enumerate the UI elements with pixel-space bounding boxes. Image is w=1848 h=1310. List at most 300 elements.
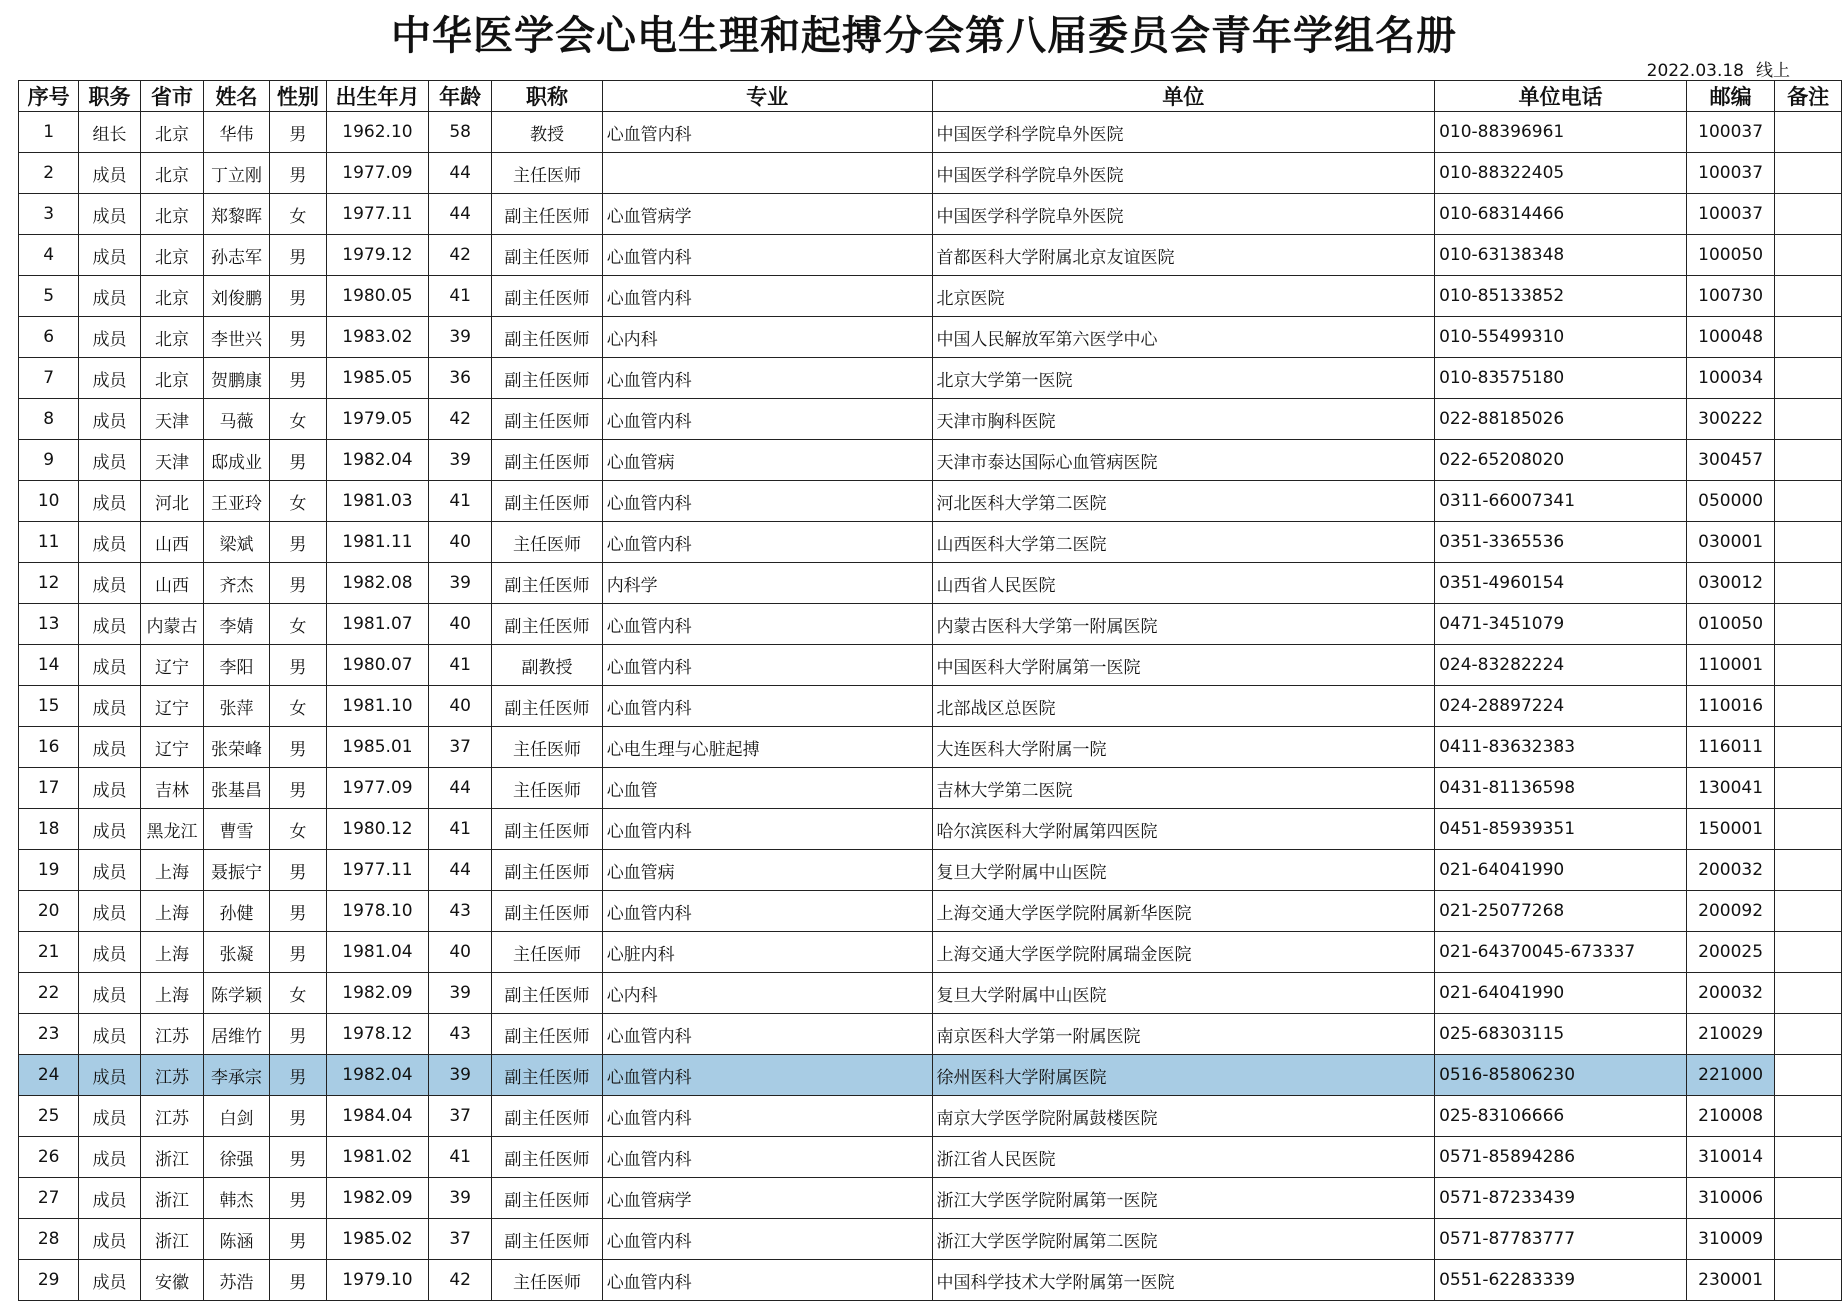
cell-title[interactable]: 主任医师 — [492, 522, 602, 563]
cell-role[interactable]: 成员 — [79, 1219, 140, 1260]
cell-role[interactable]: 成员 — [79, 194, 140, 235]
cell-birth[interactable]: 1982.04 — [326, 440, 428, 481]
table-row[interactable] — [19, 645, 1842, 686]
cell-title[interactable]: 主任医师 — [492, 932, 602, 973]
cell-specialty[interactable]: 心内科 — [602, 973, 932, 1014]
cell-title[interactable]: 副主任医师 — [492, 809, 602, 850]
cell-unit[interactable]: 山西省人民医院 — [932, 563, 1435, 604]
cell-phone[interactable]: 021-25077268 — [1435, 891, 1687, 932]
cell-role[interactable]: 成员 — [79, 235, 140, 276]
cell-postcode[interactable]: 030001 — [1686, 522, 1774, 563]
cell-name[interactable]: 王亚玲 — [204, 481, 270, 522]
cell-postcode[interactable]: 200032 — [1686, 973, 1774, 1014]
cell-unit[interactable]: 河北医科大学第二医院 — [932, 481, 1435, 522]
cell-birth[interactable]: 1980.07 — [326, 645, 428, 686]
cell-unit[interactable]: 徐州医科大学附属医院 — [932, 1055, 1435, 1096]
cell-postcode[interactable]: 100037 — [1686, 153, 1774, 194]
cell-specialty[interactable]: 心血管内科 — [602, 235, 932, 276]
cell-specialty[interactable]: 心血管内科 — [602, 1014, 932, 1055]
cell-note[interactable] — [1775, 194, 1842, 235]
cell-postcode[interactable]: 100037 — [1686, 194, 1774, 235]
cell-note[interactable] — [1775, 1055, 1842, 1096]
cell-role[interactable]: 成员 — [79, 809, 140, 850]
cell-title[interactable]: 主任医师 — [492, 1260, 602, 1301]
cell-name[interactable]: 张凝 — [204, 932, 270, 973]
cell-name[interactable]: 华伟 — [204, 112, 270, 153]
cell-unit[interactable]: 内蒙古医科大学第一附属医院 — [932, 604, 1435, 645]
cell-title[interactable]: 副主任医师 — [492, 1219, 602, 1260]
cell-note[interactable] — [1775, 522, 1842, 563]
cell-age[interactable]: 39 — [428, 440, 491, 481]
cell-note[interactable] — [1775, 604, 1842, 645]
cell-age[interactable]: 37 — [428, 1096, 491, 1137]
cell-postcode[interactable]: 050000 — [1686, 481, 1774, 522]
cell-index[interactable]: 8 — [19, 399, 79, 440]
cell-specialty[interactable]: 心血管内科 — [602, 112, 932, 153]
cell-gender[interactable]: 男 — [269, 1260, 326, 1301]
cell-postcode[interactable]: 150001 — [1686, 809, 1774, 850]
cell-birth[interactable]: 1978.10 — [326, 891, 428, 932]
cell-index[interactable]: 28 — [19, 1219, 79, 1260]
table-row[interactable] — [19, 768, 1842, 809]
cell-age[interactable]: 44 — [428, 768, 491, 809]
cell-province[interactable]: 上海 — [140, 850, 203, 891]
cell-postcode[interactable]: 310006 — [1686, 1178, 1774, 1219]
cell-name[interactable]: 苏浩 — [204, 1260, 270, 1301]
cell-name[interactable]: 居维竹 — [204, 1014, 270, 1055]
cell-index[interactable]: 7 — [19, 358, 79, 399]
cell-postcode[interactable]: 030012 — [1686, 563, 1774, 604]
cell-title[interactable]: 副主任医师 — [492, 973, 602, 1014]
cell-age[interactable]: 37 — [428, 1219, 491, 1260]
cell-gender[interactable]: 女 — [269, 809, 326, 850]
cell-role[interactable]: 成员 — [79, 1014, 140, 1055]
table-row[interactable] — [19, 973, 1842, 1014]
cell-name[interactable]: 陈学颖 — [204, 973, 270, 1014]
cell-role[interactable]: 成员 — [79, 1178, 140, 1219]
cell-title[interactable]: 副主任医师 — [492, 1137, 602, 1178]
cell-province[interactable]: 上海 — [140, 891, 203, 932]
cell-specialty[interactable]: 心血管内科 — [602, 1219, 932, 1260]
cell-unit[interactable]: 天津市胸科医院 — [932, 399, 1435, 440]
cell-gender[interactable]: 女 — [269, 481, 326, 522]
cell-name[interactable]: 张萍 — [204, 686, 270, 727]
table-row[interactable] — [19, 932, 1842, 973]
cell-specialty[interactable]: 心血管病 — [602, 440, 932, 481]
cell-province[interactable]: 北京 — [140, 235, 203, 276]
cell-postcode[interactable]: 100048 — [1686, 317, 1774, 358]
cell-province[interactable]: 天津 — [140, 440, 203, 481]
cell-specialty[interactable]: 心血管内科 — [602, 809, 932, 850]
cell-title[interactable]: 副主任医师 — [492, 358, 602, 399]
cell-phone[interactable]: 010-68314466 — [1435, 194, 1687, 235]
cell-specialty[interactable]: 心血管 — [602, 768, 932, 809]
cell-province[interactable]: 浙江 — [140, 1178, 203, 1219]
cell-note[interactable] — [1775, 317, 1842, 358]
cell-birth[interactable]: 1980.05 — [326, 276, 428, 317]
cell-index[interactable]: 19 — [19, 850, 79, 891]
cell-birth[interactable]: 1977.11 — [326, 850, 428, 891]
cell-specialty[interactable]: 心血管内科 — [602, 358, 932, 399]
cell-phone[interactable]: 0311-66007341 — [1435, 481, 1687, 522]
cell-title[interactable]: 副主任医师 — [492, 440, 602, 481]
cell-postcode[interactable]: 100730 — [1686, 276, 1774, 317]
cell-title[interactable]: 主任医师 — [492, 727, 602, 768]
cell-unit[interactable]: 浙江大学医学院附属第一医院 — [932, 1178, 1435, 1219]
cell-gender[interactable]: 女 — [269, 686, 326, 727]
cell-index[interactable]: 4 — [19, 235, 79, 276]
table-row[interactable] — [19, 440, 1842, 481]
cell-province[interactable]: 辽宁 — [140, 686, 203, 727]
cell-gender[interactable]: 男 — [269, 850, 326, 891]
cell-name[interactable]: 徐强 — [204, 1137, 270, 1178]
table-row[interactable] — [19, 1055, 1842, 1096]
table-row[interactable] — [19, 235, 1842, 276]
cell-name[interactable]: 刘俊鹏 — [204, 276, 270, 317]
cell-title[interactable]: 副主任医师 — [492, 1096, 602, 1137]
cell-unit[interactable]: 浙江省人民医院 — [932, 1137, 1435, 1178]
cell-postcode[interactable]: 210008 — [1686, 1096, 1774, 1137]
cell-note[interactable] — [1775, 1096, 1842, 1137]
cell-unit[interactable]: 上海交通大学医学院附属新华医院 — [932, 891, 1435, 932]
cell-note[interactable] — [1775, 686, 1842, 727]
cell-age[interactable]: 40 — [428, 604, 491, 645]
cell-note[interactable] — [1775, 440, 1842, 481]
cell-birth[interactable]: 1985.01 — [326, 727, 428, 768]
cell-phone[interactable]: 021-64370045-673337 — [1435, 932, 1687, 973]
cell-role[interactable]: 成员 — [79, 727, 140, 768]
cell-gender[interactable]: 男 — [269, 276, 326, 317]
cell-age[interactable]: 41 — [428, 276, 491, 317]
cell-note[interactable] — [1775, 235, 1842, 276]
cell-gender[interactable]: 男 — [269, 235, 326, 276]
cell-phone[interactable]: 010-85133852 — [1435, 276, 1687, 317]
cell-name[interactable]: 郑黎晖 — [204, 194, 270, 235]
cell-title[interactable]: 主任医师 — [492, 153, 602, 194]
cell-age[interactable]: 43 — [428, 891, 491, 932]
table-row[interactable] — [19, 481, 1842, 522]
cell-province[interactable]: 吉林 — [140, 768, 203, 809]
cell-name[interactable]: 李婧 — [204, 604, 270, 645]
cell-role[interactable]: 成员 — [79, 604, 140, 645]
table-row[interactable] — [19, 1219, 1842, 1260]
cell-gender[interactable]: 女 — [269, 194, 326, 235]
cell-birth[interactable]: 1980.12 — [326, 809, 428, 850]
table-row[interactable] — [19, 522, 1842, 563]
cell-unit[interactable]: 哈尔滨医科大学附属第四医院 — [932, 809, 1435, 850]
cell-gender[interactable]: 女 — [269, 604, 326, 645]
cell-note[interactable] — [1775, 399, 1842, 440]
cell-postcode[interactable]: 200092 — [1686, 891, 1774, 932]
cell-specialty[interactable]: 心血管病 — [602, 850, 932, 891]
cell-birth[interactable]: 1981.07 — [326, 604, 428, 645]
cell-unit[interactable]: 大连医科大学附属一院 — [932, 727, 1435, 768]
cell-name[interactable]: 贺鹏康 — [204, 358, 270, 399]
cell-name[interactable]: 李承宗 — [204, 1055, 270, 1096]
cell-postcode[interactable]: 310014 — [1686, 1137, 1774, 1178]
cell-note[interactable] — [1775, 768, 1842, 809]
cell-postcode[interactable]: 010050 — [1686, 604, 1774, 645]
cell-phone[interactable]: 0411-83632383 — [1435, 727, 1687, 768]
table-row[interactable] — [19, 1096, 1842, 1137]
cell-province[interactable]: 江苏 — [140, 1055, 203, 1096]
cell-gender[interactable]: 女 — [269, 399, 326, 440]
cell-province[interactable]: 北京 — [140, 358, 203, 399]
cell-role[interactable]: 成员 — [79, 768, 140, 809]
cell-specialty[interactable]: 心电生理与心脏起搏 — [602, 727, 932, 768]
cell-role[interactable]: 成员 — [79, 1137, 140, 1178]
cell-unit[interactable]: 中国人民解放军第六医学中心 — [932, 317, 1435, 358]
cell-index[interactable]: 23 — [19, 1014, 79, 1055]
cell-gender[interactable]: 男 — [269, 932, 326, 973]
cell-name[interactable]: 曹雪 — [204, 809, 270, 850]
cell-province[interactable]: 北京 — [140, 112, 203, 153]
cell-specialty[interactable]: 心血管内科 — [602, 276, 932, 317]
cell-role[interactable]: 成员 — [79, 850, 140, 891]
cell-index[interactable]: 20 — [19, 891, 79, 932]
cell-role[interactable]: 成员 — [79, 153, 140, 194]
cell-title[interactable]: 副主任医师 — [492, 686, 602, 727]
cell-birth[interactable]: 1981.02 — [326, 1137, 428, 1178]
cell-title[interactable]: 副主任医师 — [492, 1178, 602, 1219]
cell-gender[interactable]: 男 — [269, 1137, 326, 1178]
cell-gender[interactable]: 男 — [269, 112, 326, 153]
cell-province[interactable]: 安徽 — [140, 1260, 203, 1301]
cell-postcode[interactable]: 100034 — [1686, 358, 1774, 399]
cell-postcode[interactable]: 300457 — [1686, 440, 1774, 481]
cell-birth[interactable]: 1962.10 — [326, 112, 428, 153]
cell-province[interactable]: 内蒙古 — [140, 604, 203, 645]
cell-province[interactable]: 上海 — [140, 932, 203, 973]
cell-phone[interactable]: 024-28897224 — [1435, 686, 1687, 727]
cell-role[interactable]: 成员 — [79, 1055, 140, 1096]
cell-age[interactable]: 43 — [428, 1014, 491, 1055]
cell-unit[interactable]: 浙江大学医学院附属第二医院 — [932, 1219, 1435, 1260]
cell-postcode[interactable]: 110001 — [1686, 645, 1774, 686]
cell-index[interactable]: 6 — [19, 317, 79, 358]
cell-province[interactable]: 浙江 — [140, 1219, 203, 1260]
cell-age[interactable]: 40 — [428, 932, 491, 973]
cell-age[interactable]: 37 — [428, 727, 491, 768]
cell-birth[interactable]: 1982.09 — [326, 973, 428, 1014]
cell-gender[interactable]: 男 — [269, 727, 326, 768]
cell-phone[interactable]: 010-83575180 — [1435, 358, 1687, 399]
table-row[interactable] — [19, 563, 1842, 604]
cell-role[interactable]: 成员 — [79, 563, 140, 604]
table-row[interactable] — [19, 1178, 1842, 1219]
cell-specialty[interactable]: 内科学 — [602, 563, 932, 604]
cell-birth[interactable]: 1979.12 — [326, 235, 428, 276]
cell-birth[interactable]: 1981.04 — [326, 932, 428, 973]
cell-unit[interactable]: 南京大学医学院附属鼓楼医院 — [932, 1096, 1435, 1137]
cell-birth[interactable]: 1981.03 — [326, 481, 428, 522]
cell-birth[interactable]: 1982.09 — [326, 1178, 428, 1219]
cell-note[interactable] — [1775, 481, 1842, 522]
cell-specialty[interactable]: 心血管内科 — [602, 645, 932, 686]
cell-role[interactable]: 成员 — [79, 1096, 140, 1137]
cell-index[interactable]: 13 — [19, 604, 79, 645]
cell-name[interactable]: 韩杰 — [204, 1178, 270, 1219]
cell-specialty[interactable] — [602, 153, 932, 194]
table-row[interactable] — [19, 317, 1842, 358]
cell-phone[interactable]: 010-88322405 — [1435, 153, 1687, 194]
cell-gender[interactable]: 男 — [269, 317, 326, 358]
cell-name[interactable]: 马薇 — [204, 399, 270, 440]
cell-gender[interactable]: 男 — [269, 768, 326, 809]
cell-name[interactable]: 李阳 — [204, 645, 270, 686]
table-row[interactable] — [19, 727, 1842, 768]
cell-age[interactable]: 42 — [428, 235, 491, 276]
cell-province[interactable]: 北京 — [140, 194, 203, 235]
cell-name[interactable]: 李世兴 — [204, 317, 270, 358]
cell-role[interactable]: 成员 — [79, 645, 140, 686]
cell-title[interactable]: 副主任医师 — [492, 317, 602, 358]
cell-province[interactable]: 江苏 — [140, 1014, 203, 1055]
cell-role[interactable]: 成员 — [79, 686, 140, 727]
cell-unit[interactable]: 北部战区总医院 — [932, 686, 1435, 727]
cell-age[interactable]: 42 — [428, 1260, 491, 1301]
cell-title[interactable]: 副主任医师 — [492, 276, 602, 317]
cell-gender[interactable]: 男 — [269, 1055, 326, 1096]
cell-title[interactable]: 副主任医师 — [492, 604, 602, 645]
table-row[interactable] — [19, 1014, 1842, 1055]
cell-province[interactable]: 河北 — [140, 481, 203, 522]
cell-specialty[interactable]: 心内科 — [602, 317, 932, 358]
cell-gender[interactable]: 女 — [269, 973, 326, 1014]
cell-birth[interactable]: 1981.11 — [326, 522, 428, 563]
cell-phone[interactable]: 022-88185026 — [1435, 399, 1687, 440]
cell-gender[interactable]: 男 — [269, 1096, 326, 1137]
cell-index[interactable]: 21 — [19, 932, 79, 973]
cell-postcode[interactable]: 100050 — [1686, 235, 1774, 276]
cell-phone[interactable]: 0451-85939351 — [1435, 809, 1687, 850]
cell-postcode[interactable]: 110016 — [1686, 686, 1774, 727]
cell-phone[interactable]: 0351-3365536 — [1435, 522, 1687, 563]
cell-specialty[interactable]: 心血管内科 — [602, 1055, 932, 1096]
cell-birth[interactable]: 1982.08 — [326, 563, 428, 604]
cell-birth[interactable]: 1982.04 — [326, 1055, 428, 1096]
cell-phone[interactable]: 010-55499310 — [1435, 317, 1687, 358]
cell-name[interactable]: 孙健 — [204, 891, 270, 932]
table-row[interactable] — [19, 399, 1842, 440]
cell-birth[interactable]: 1979.05 — [326, 399, 428, 440]
table-row[interactable] — [19, 604, 1842, 645]
cell-index[interactable]: 10 — [19, 481, 79, 522]
table-row[interactable] — [19, 276, 1842, 317]
cell-index[interactable]: 3 — [19, 194, 79, 235]
cell-gender[interactable]: 男 — [269, 358, 326, 399]
cell-index[interactable]: 2 — [19, 153, 79, 194]
cell-postcode[interactable]: 310009 — [1686, 1219, 1774, 1260]
cell-phone[interactable]: 0571-87783777 — [1435, 1219, 1687, 1260]
cell-index[interactable]: 11 — [19, 522, 79, 563]
cell-province[interactable]: 北京 — [140, 276, 203, 317]
cell-name[interactable]: 齐杰 — [204, 563, 270, 604]
cell-specialty[interactable]: 心血管内科 — [602, 1137, 932, 1178]
cell-age[interactable]: 39 — [428, 1178, 491, 1219]
cell-postcode[interactable]: 221000 — [1686, 1055, 1774, 1096]
cell-note[interactable] — [1775, 358, 1842, 399]
cell-specialty[interactable]: 心血管病学 — [602, 1178, 932, 1219]
cell-title[interactable]: 副主任医师 — [492, 1014, 602, 1055]
cell-phone[interactable]: 010-63138348 — [1435, 235, 1687, 276]
cell-index[interactable]: 16 — [19, 727, 79, 768]
cell-postcode[interactable]: 116011 — [1686, 727, 1774, 768]
cell-unit[interactable]: 上海交通大学医学院附属瑞金医院 — [932, 932, 1435, 973]
cell-birth[interactable]: 1978.12 — [326, 1014, 428, 1055]
cell-phone[interactable]: 021-64041990 — [1435, 850, 1687, 891]
cell-unit[interactable]: 中国医科大学附属第一医院 — [932, 645, 1435, 686]
cell-role[interactable]: 成员 — [79, 1260, 140, 1301]
cell-note[interactable] — [1775, 727, 1842, 768]
cell-age[interactable]: 41 — [428, 645, 491, 686]
cell-role[interactable]: 成员 — [79, 317, 140, 358]
cell-unit[interactable]: 天津市泰达国际心血管病医院 — [932, 440, 1435, 481]
cell-specialty[interactable]: 心血管内科 — [602, 399, 932, 440]
cell-birth[interactable]: 1977.11 — [326, 194, 428, 235]
cell-province[interactable]: 辽宁 — [140, 645, 203, 686]
cell-age[interactable]: 39 — [428, 317, 491, 358]
cell-birth[interactable]: 1977.09 — [326, 153, 428, 194]
cell-title[interactable]: 副主任医师 — [492, 194, 602, 235]
cell-index[interactable]: 27 — [19, 1178, 79, 1219]
cell-province[interactable]: 天津 — [140, 399, 203, 440]
cell-title[interactable]: 副教授 — [492, 645, 602, 686]
cell-index[interactable]: 17 — [19, 768, 79, 809]
cell-age[interactable]: 39 — [428, 973, 491, 1014]
cell-index[interactable]: 25 — [19, 1096, 79, 1137]
cell-note[interactable] — [1775, 891, 1842, 932]
cell-province[interactable]: 北京 — [140, 153, 203, 194]
cell-note[interactable] — [1775, 1260, 1842, 1301]
cell-role[interactable]: 成员 — [79, 522, 140, 563]
cell-index[interactable]: 29 — [19, 1260, 79, 1301]
cell-specialty[interactable]: 心脏内科 — [602, 932, 932, 973]
cell-unit[interactable]: 山西医科大学第二医院 — [932, 522, 1435, 563]
cell-note[interactable] — [1775, 1178, 1842, 1219]
cell-note[interactable] — [1775, 112, 1842, 153]
cell-specialty[interactable]: 心血管内科 — [602, 891, 932, 932]
cell-age[interactable]: 40 — [428, 686, 491, 727]
cell-unit[interactable]: 北京医院 — [932, 276, 1435, 317]
cell-unit[interactable]: 南京医科大学第一附属医院 — [932, 1014, 1435, 1055]
cell-unit[interactable]: 复旦大学附属中山医院 — [932, 850, 1435, 891]
cell-specialty[interactable]: 心血管病学 — [602, 194, 932, 235]
cell-note[interactable] — [1775, 276, 1842, 317]
cell-province[interactable]: 山西 — [140, 563, 203, 604]
cell-unit[interactable]: 吉林大学第二医院 — [932, 768, 1435, 809]
cell-specialty[interactable]: 心血管内科 — [602, 604, 932, 645]
cell-gender[interactable]: 男 — [269, 563, 326, 604]
cell-note[interactable] — [1775, 563, 1842, 604]
cell-unit[interactable]: 复旦大学附属中山医院 — [932, 973, 1435, 1014]
cell-gender[interactable]: 男 — [269, 522, 326, 563]
table-row[interactable] — [19, 809, 1842, 850]
table-row[interactable] — [19, 358, 1842, 399]
table-row[interactable] — [19, 1137, 1842, 1178]
cell-index[interactable]: 9 — [19, 440, 79, 481]
table-row[interactable] — [19, 194, 1842, 235]
cell-note[interactable] — [1775, 1137, 1842, 1178]
cell-index[interactable]: 1 — [19, 112, 79, 153]
cell-gender[interactable]: 男 — [269, 440, 326, 481]
cell-name[interactable]: 梁斌 — [204, 522, 270, 563]
cell-name[interactable]: 白剑 — [204, 1096, 270, 1137]
cell-birth[interactable]: 1977.09 — [326, 768, 428, 809]
cell-index[interactable]: 24 — [19, 1055, 79, 1096]
cell-title[interactable]: 教授 — [492, 112, 602, 153]
cell-age[interactable]: 36 — [428, 358, 491, 399]
